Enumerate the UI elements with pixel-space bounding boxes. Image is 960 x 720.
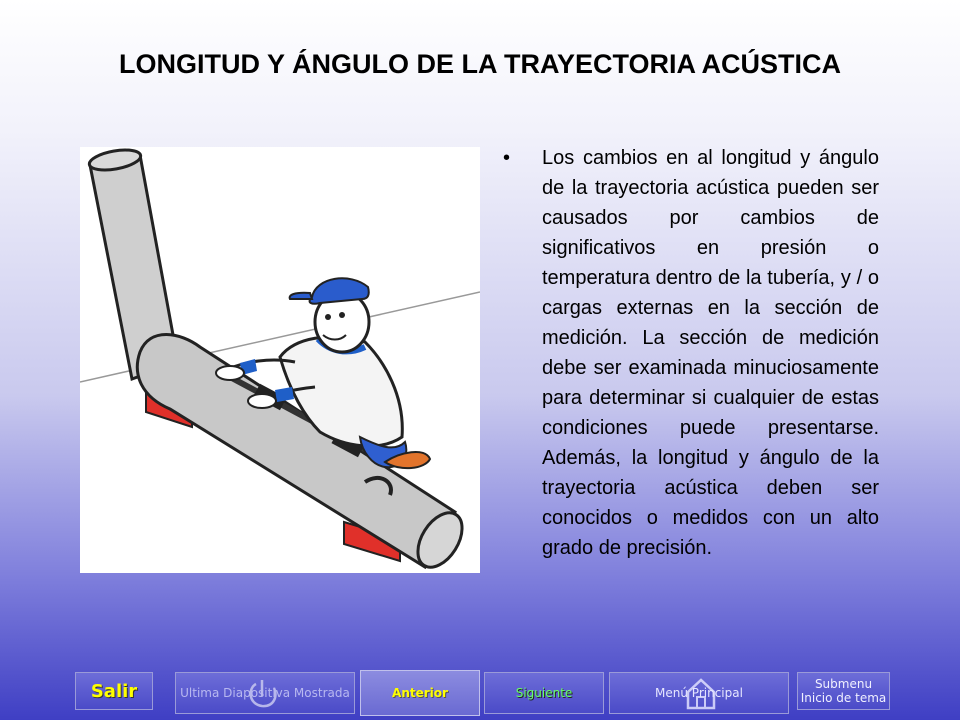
next-button-label: Siguiente xyxy=(515,686,573,700)
technician-cap xyxy=(310,278,369,303)
hand-lower xyxy=(248,394,276,408)
cuff-lower xyxy=(275,387,294,402)
last-viewed-slide-label: Ultima Diapositiva Mostrada xyxy=(180,686,350,700)
exit-button-label: Salir xyxy=(90,680,138,702)
body-paragraph: Los cambios en al longitud y ángulo de la trayectoria acústica pueden ser causados por cambios de significativos en presión o temperatura dentro de la tubería, y / o cargas externas en la sección de medición. La sección de medición debe ser examinada minuciosamente para determinar si cualquier de estas condiciones puede presentarse. Además, la longitud y ángulo de la trayectoria acústica deben ser conocidos o medidos con un alto grado de precisión. xyxy=(542,147,879,559)
slide-body xyxy=(503,143,879,563)
previous-button-label: Anterior xyxy=(392,686,448,700)
last-viewed-slide-button[interactable] xyxy=(175,672,355,714)
exit-button[interactable] xyxy=(75,672,153,710)
main-menu-label: Menú Principal xyxy=(655,686,743,700)
submenu-label-line1: Submenu xyxy=(814,677,873,691)
previous-button[interactable] xyxy=(360,670,480,716)
slide-title: LONGITUD Y ÁNGULO DE LA TRAYECTORIA ACÚSTICA xyxy=(118,49,842,79)
hand-upper xyxy=(216,366,244,380)
submenu-button[interactable] xyxy=(797,672,890,710)
pipe-technician-illustration xyxy=(80,147,480,573)
bullet-point: • xyxy=(503,147,511,169)
navigation-bar xyxy=(0,668,960,720)
next-button[interactable] xyxy=(484,672,604,714)
main-menu-button[interactable] xyxy=(609,672,789,714)
submenu-label-line2: Inicio de tema xyxy=(800,691,887,705)
